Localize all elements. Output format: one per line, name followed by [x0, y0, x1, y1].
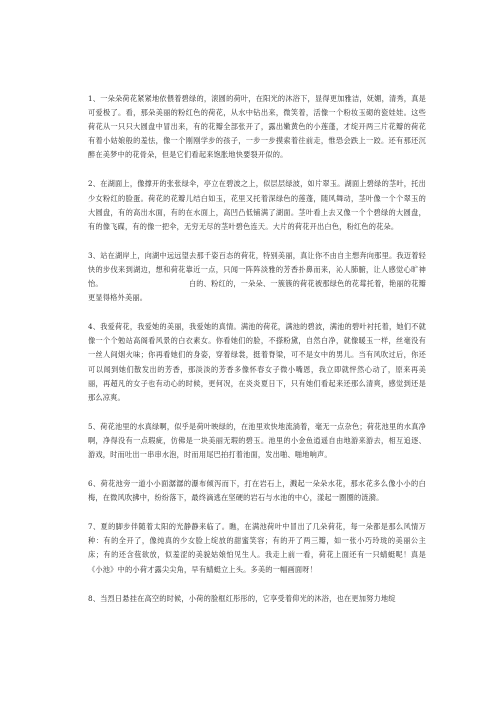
- paragraph-3-part-2: 白的、粉红的，一朵朵、一簇簇的荷花被那绿色的花莓托着，艳丽的花瓣更显得格外美丽。: [88, 279, 426, 303]
- paragraph-8: 8、当烈日悬挂在高空的时候，小荷的脸框红彤彤的，它享受着仰光的沐浴，也在更加努力地绽: [88, 593, 396, 603]
- paragraph-7: 7、夏的脚步伴随着太阳的光静静来临了。瞧，在满池荷叶中冒出了几朵荷花，每一朵都是那么风情万种：有的全开了，像纯真的少女脸上绽放的甜蜜笑容；有的开了两三瓣，如一张小巧玲珑的美丽公主床；有的还含苞欲放，似羞涩的美貌姑娘怕见生人。我走上前一看，荷花上面还有一只蜻蜓呢！真是《小池》中的小荷才露尖尖角，早有蜻蜓立上头。多美的一幅画面呀！: [88, 522, 426, 574]
- paragraph-3-part-1: 3、站在湖岸上，向湖中远远望去那千姿百态的荷花，特别美丽，真让你不由自主想奔向那里。我迈着轻快的步伐来到湖边，想和荷花靠近一点，只闻一阵阵淡雅的芳香扑鼻而来，沁人肺腑，让人感觉心旷神怡。: [88, 250, 426, 289]
- document-body: [88, 92, 426, 621]
- paragraph-3: [88, 249, 426, 305]
- paragraph-4: 4、我爱荷花，我爱她的美丽，我爱她的真情。满池的荷花，满池的碧波，满池的碧叶衬托着，她们不就像一个个勉站高阁看风景的白衣素女。你看她们的脸，不搽粉黛，自然白净，就像暖玉一样，丝毫没有一丝人间烟火味；你再看她们的身姿，穿着绿裳，挺着脊梁，可不是女中的男儿。当有风吹过后，你还可以闻到她们散发出的芳香，那淡淡的芳香多像怀春女子微小嘴恩，我立即就怦然心动了，原来再美丽，再超凡的女子也有动心的时候，更何况，在炎炎夏日下，只有她们看起来还那么清爽，感觉到还是那么凉爽。: [88, 322, 426, 402]
- paragraph-5: 5、荷花池里的水真绿啊，似乎是荷叶映绿的，在池里欢快地流淌着，毫无一点杂色；荷花池里的水真净啊，净得没有一点瑕疵，仿佛是一块美丽无瑕的碧玉。池里的小金鱼逍遥自由地游来游去，相互追逐、游戏，时而吐出一串串水泡，时而用尾巴拍打着池面，发出啪、啪地响声。: [88, 421, 426, 459]
- paragraph-1: 1、一朵朵荷花紧紧地依偎着碧绿的，滚圆的荷叶，在阳光的沐浴下，显得更加雅洁，妩媚，清秀，真是可爱极了。看，那朵美丽的粉红色的荷花，从水中钻出来，微笑着，活像一个粉妆玉砌的瓷娃娃。这些荷花从一只只大圆盘中冒出来，有的花瓣全部张开了，露出嫩黄色的小莲蓬，才绽开两三片花瓣的荷花有着小姑娘般的羞怯，像一个刚刚学步的孩子，一步一步摸索着往前走，惟恐会跌上一跤。还有那还沉醉在美梦中的花骨朵，但是它们看起来饱胀地快要裂开似的。: [88, 94, 426, 160]
- paragraph-6: 6、荷花池旁一道小小面潺潺的瀑布倾泻而下，打在岩石上，溅起一朵朵水花，那水花多么像小小的白梅，在微风吹拂中，纷纷落下，最终滴逃在坚硬的岩石与水池的中心，漾起一圈圈的涟漪。: [88, 479, 426, 503]
- paragraph-2: 2、在湖面上，像撑开的张张绿伞，亭立在碧波之上，似层层绿波，如片翠玉。湖面上碧绿的茎叶，托出少女粉红的脸蛋。荷花的花瓣儿结白如玉，花里又托着深绿色的莲蓬，随风舞动，茎叶像一个个翠玉的大圆盘，有的高出水面，有的在水面上，高凹凸低铺满了湖面。茎叶看上去又像一个个碧绿的大圆盘，有的像飞碟，有的像一把伞，无穷无尽的茎叶碧色连天。大片的荷花开出白色，粉红色的花朵。: [88, 179, 426, 231]
